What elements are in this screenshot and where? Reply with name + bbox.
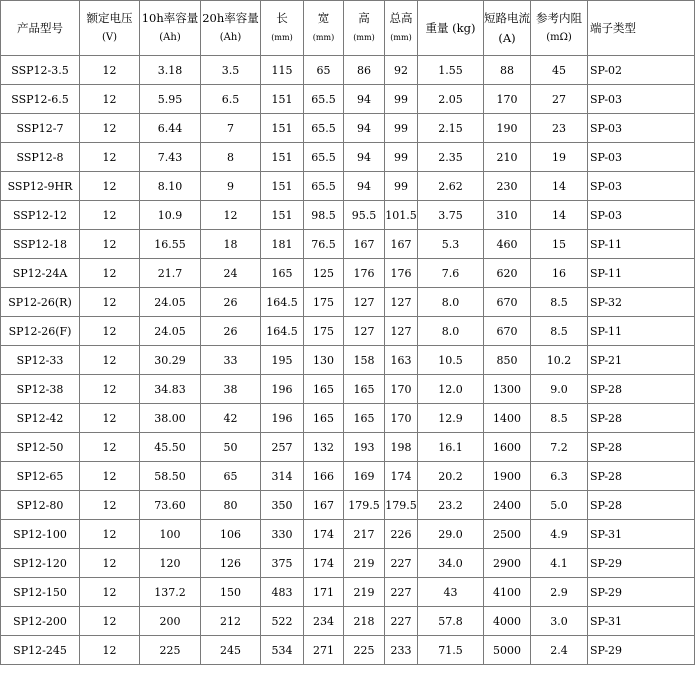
cell-cap20: 33	[201, 346, 261, 375]
table-row	[1, 520, 695, 549]
cell-height: 94	[344, 85, 385, 114]
table-row	[1, 375, 695, 404]
cell-total-height: 174	[385, 462, 418, 491]
cell-model: SP12-80	[1, 491, 80, 520]
table-row	[1, 549, 695, 578]
cell-cap10: 137.2	[140, 578, 201, 607]
cell-length: 151	[261, 85, 304, 114]
header-width: 宽 (mm)	[304, 1, 344, 56]
cell-weight: 2.35	[418, 143, 484, 172]
cell-width: 165	[304, 375, 344, 404]
cell-width: 174	[304, 549, 344, 578]
cell-model: SP12-26(F)	[1, 317, 80, 346]
cell-weight: 3.75	[418, 201, 484, 230]
cell-model: SP12-33	[1, 346, 80, 375]
cell-cap10: 225	[140, 636, 201, 665]
cell-cap20: 7	[201, 114, 261, 143]
cell-length: 164.5	[261, 288, 304, 317]
cell-length: 151	[261, 201, 304, 230]
header-length: 长 (mm)	[261, 1, 304, 56]
cell-terminal: SP-03	[588, 201, 695, 230]
cell-resistance: 2.4	[531, 636, 588, 665]
cell-cap20: 50	[201, 433, 261, 462]
cell-cap10: 38.00	[140, 404, 201, 433]
table-row	[1, 230, 695, 259]
cell-width: 166	[304, 462, 344, 491]
cell-cap20: 212	[201, 607, 261, 636]
cell-length: 164.5	[261, 317, 304, 346]
header-cap10: 10h率容量 (Ah)	[140, 1, 201, 56]
cell-cap20: 42	[201, 404, 261, 433]
cell-cap10: 30.29	[140, 346, 201, 375]
table-row	[1, 172, 695, 201]
cell-cap10: 24.05	[140, 288, 201, 317]
cell-model: SP12-245	[1, 636, 80, 665]
cell-short-current: 850	[484, 346, 531, 375]
cell-cap10: 34.83	[140, 375, 201, 404]
cell-short-current: 190	[484, 114, 531, 143]
cell-total-height: 227	[385, 607, 418, 636]
cell-model: SSP12-9HR	[1, 172, 80, 201]
cell-short-current: 310	[484, 201, 531, 230]
cell-short-current: 230	[484, 172, 531, 201]
header-terminal: 端子类型	[588, 1, 695, 56]
cell-cap20: 12	[201, 201, 261, 230]
cell-weight: 2.15	[418, 114, 484, 143]
cell-width: 271	[304, 636, 344, 665]
cell-cap10: 21.7	[140, 259, 201, 288]
cell-short-current: 1300	[484, 375, 531, 404]
cell-width: 132	[304, 433, 344, 462]
cell-model: SP12-65	[1, 462, 80, 491]
cell-weight: 16.1	[418, 433, 484, 462]
table-row	[1, 114, 695, 143]
table-row	[1, 85, 695, 114]
cell-length: 375	[261, 549, 304, 578]
cell-model: SSP12-8	[1, 143, 80, 172]
cell-total-height: 99	[385, 143, 418, 172]
cell-short-current: 2900	[484, 549, 531, 578]
cell-total-height: 170	[385, 404, 418, 433]
cell-terminal: SP-28	[588, 462, 695, 491]
cell-voltage: 12	[80, 143, 140, 172]
cell-width: 98.5	[304, 201, 344, 230]
cell-short-current: 88	[484, 56, 531, 85]
table-row	[1, 346, 695, 375]
cell-resistance: 19	[531, 143, 588, 172]
cell-short-current: 1400	[484, 404, 531, 433]
cell-length: 314	[261, 462, 304, 491]
cell-width: 65.5	[304, 172, 344, 201]
cell-height: 217	[344, 520, 385, 549]
cell-resistance: 8.5	[531, 317, 588, 346]
cell-terminal: SP-03	[588, 114, 695, 143]
cell-total-height: 127	[385, 317, 418, 346]
cell-weight: 20.2	[418, 462, 484, 491]
cell-resistance: 27	[531, 85, 588, 114]
cell-total-height: 227	[385, 578, 418, 607]
cell-terminal: SP-11	[588, 317, 695, 346]
cell-height: 193	[344, 433, 385, 462]
header-voltage: 额定电压 (V)	[80, 1, 140, 56]
header-cap20: 20h率容量 (Ah)	[201, 1, 261, 56]
cell-short-current: 2400	[484, 491, 531, 520]
cell-length: 483	[261, 578, 304, 607]
cell-cap10: 16.55	[140, 230, 201, 259]
cell-length: 522	[261, 607, 304, 636]
cell-total-height: 198	[385, 433, 418, 462]
cell-short-current: 5000	[484, 636, 531, 665]
cell-resistance: 23	[531, 114, 588, 143]
header-weight: 重量 (kg)	[418, 1, 484, 56]
cell-weight: 71.5	[418, 636, 484, 665]
cell-cap20: 6.5	[201, 85, 261, 114]
cell-total-height: 170	[385, 375, 418, 404]
cell-voltage: 12	[80, 549, 140, 578]
cell-resistance: 8.5	[531, 404, 588, 433]
cell-width: 175	[304, 317, 344, 346]
cell-voltage: 12	[80, 346, 140, 375]
cell-height: 86	[344, 56, 385, 85]
cell-voltage: 12	[80, 433, 140, 462]
cell-total-height: 233	[385, 636, 418, 665]
cell-height: 219	[344, 578, 385, 607]
cell-resistance: 10.2	[531, 346, 588, 375]
cell-height: 158	[344, 346, 385, 375]
cell-cap20: 150	[201, 578, 261, 607]
cell-cap20: 245	[201, 636, 261, 665]
cell-cap20: 65	[201, 462, 261, 491]
table-row	[1, 462, 695, 491]
cell-model: SSP12-12	[1, 201, 80, 230]
cell-length: 196	[261, 404, 304, 433]
cell-total-height: 99	[385, 85, 418, 114]
cell-weight: 2.62	[418, 172, 484, 201]
cell-cap20: 9	[201, 172, 261, 201]
cell-voltage: 12	[80, 404, 140, 433]
cell-short-current: 620	[484, 259, 531, 288]
cell-weight: 1.55	[418, 56, 484, 85]
cell-cap20: 26	[201, 317, 261, 346]
cell-width: 175	[304, 288, 344, 317]
table-row	[1, 259, 695, 288]
cell-total-height: 99	[385, 172, 418, 201]
cell-resistance: 7.2	[531, 433, 588, 462]
cell-total-height: 163	[385, 346, 418, 375]
table-row	[1, 288, 695, 317]
cell-total-height: 227	[385, 549, 418, 578]
cell-short-current: 670	[484, 288, 531, 317]
cell-voltage: 12	[80, 520, 140, 549]
cell-model: SP12-200	[1, 607, 80, 636]
cell-length: 534	[261, 636, 304, 665]
cell-weight: 57.8	[418, 607, 484, 636]
cell-cap20: 38	[201, 375, 261, 404]
cell-model: SP12-26(R)	[1, 288, 80, 317]
header-row	[1, 1, 695, 56]
cell-voltage: 12	[80, 172, 140, 201]
cell-resistance: 14	[531, 172, 588, 201]
cell-width: 65.5	[304, 114, 344, 143]
cell-terminal: SP-31	[588, 607, 695, 636]
cell-cap10: 3.18	[140, 56, 201, 85]
cell-height: 219	[344, 549, 385, 578]
cell-short-current: 4100	[484, 578, 531, 607]
cell-weight: 12.9	[418, 404, 484, 433]
cell-width: 171	[304, 578, 344, 607]
cell-length: 151	[261, 114, 304, 143]
cell-width: 65.5	[304, 143, 344, 172]
cell-terminal: SP-28	[588, 491, 695, 520]
cell-height: 165	[344, 404, 385, 433]
cell-total-height: 226	[385, 520, 418, 549]
cell-resistance: 45	[531, 56, 588, 85]
cell-cap10: 73.60	[140, 491, 201, 520]
cell-resistance: 2.9	[531, 578, 588, 607]
cell-terminal: SP-03	[588, 143, 695, 172]
cell-cap10: 120	[140, 549, 201, 578]
cell-cap20: 106	[201, 520, 261, 549]
cell-resistance: 16	[531, 259, 588, 288]
table-row	[1, 404, 695, 433]
cell-terminal: SP-31	[588, 520, 695, 549]
cell-terminal: SP-32	[588, 288, 695, 317]
cell-model: SP12-100	[1, 520, 80, 549]
cell-length: 196	[261, 375, 304, 404]
cell-weight: 29.0	[418, 520, 484, 549]
cell-width: 65.5	[304, 85, 344, 114]
cell-voltage: 12	[80, 56, 140, 85]
cell-width: 130	[304, 346, 344, 375]
cell-terminal: SP-29	[588, 549, 695, 578]
cell-width: 165	[304, 404, 344, 433]
cell-model: SP12-42	[1, 404, 80, 433]
cell-model: SP12-38	[1, 375, 80, 404]
cell-height: 127	[344, 317, 385, 346]
cell-resistance: 3.0	[531, 607, 588, 636]
cell-voltage: 12	[80, 85, 140, 114]
cell-resistance: 8.5	[531, 288, 588, 317]
cell-height: 95.5	[344, 201, 385, 230]
cell-width: 125	[304, 259, 344, 288]
cell-width: 174	[304, 520, 344, 549]
cell-length: 350	[261, 491, 304, 520]
cell-short-current: 4000	[484, 607, 531, 636]
table-row	[1, 607, 695, 636]
table-row	[1, 433, 695, 462]
table-row	[1, 491, 695, 520]
cell-weight: 8.0	[418, 288, 484, 317]
cell-width: 76.5	[304, 230, 344, 259]
cell-length: 195	[261, 346, 304, 375]
cell-terminal: SP-28	[588, 404, 695, 433]
cell-total-height: 92	[385, 56, 418, 85]
cell-weight: 8.0	[418, 317, 484, 346]
cell-cap10: 10.9	[140, 201, 201, 230]
cell-voltage: 12	[80, 230, 140, 259]
cell-cap10: 5.95	[140, 85, 201, 114]
cell-total-height: 127	[385, 288, 418, 317]
cell-cap20: 126	[201, 549, 261, 578]
cell-height: 225	[344, 636, 385, 665]
cell-weight: 23.2	[418, 491, 484, 520]
cell-terminal: SP-03	[588, 172, 695, 201]
cell-terminal: SP-28	[588, 375, 695, 404]
cell-voltage: 12	[80, 636, 140, 665]
cell-voltage: 12	[80, 462, 140, 491]
table-row	[1, 578, 695, 607]
cell-cap10: 45.50	[140, 433, 201, 462]
cell-cap10: 6.44	[140, 114, 201, 143]
cell-voltage: 12	[80, 317, 140, 346]
cell-length: 257	[261, 433, 304, 462]
cell-height: 167	[344, 230, 385, 259]
cell-total-height: 179.5	[385, 491, 418, 520]
cell-short-current: 210	[484, 143, 531, 172]
cell-voltage: 12	[80, 114, 140, 143]
cell-resistance: 14	[531, 201, 588, 230]
cell-terminal: SP-28	[588, 433, 695, 462]
cell-cap20: 26	[201, 288, 261, 317]
cell-voltage: 12	[80, 607, 140, 636]
cell-short-current: 170	[484, 85, 531, 114]
cell-width: 234	[304, 607, 344, 636]
cell-total-height: 176	[385, 259, 418, 288]
cell-height: 94	[344, 143, 385, 172]
cell-cap10: 100	[140, 520, 201, 549]
header-short-current: 短路电流(A)	[484, 1, 531, 56]
cell-voltage: 12	[80, 201, 140, 230]
cell-cap10: 8.10	[140, 172, 201, 201]
cell-voltage: 12	[80, 578, 140, 607]
cell-terminal: SP-03	[588, 85, 695, 114]
cell-cap20: 18	[201, 230, 261, 259]
cell-weight: 12.0	[418, 375, 484, 404]
cell-weight: 7.6	[418, 259, 484, 288]
cell-terminal: SP-02	[588, 56, 695, 85]
cell-weight: 34.0	[418, 549, 484, 578]
cell-height: 176	[344, 259, 385, 288]
cell-resistance: 5.0	[531, 491, 588, 520]
cell-height: 94	[344, 172, 385, 201]
header-model: 产品型号	[1, 1, 80, 56]
table-row	[1, 317, 695, 346]
cell-voltage: 12	[80, 259, 140, 288]
table-row	[1, 636, 695, 665]
cell-resistance: 6.3	[531, 462, 588, 491]
table-row	[1, 56, 695, 85]
cell-height: 218	[344, 607, 385, 636]
cell-height: 179.5	[344, 491, 385, 520]
cell-weight: 43	[418, 578, 484, 607]
cell-voltage: 12	[80, 288, 140, 317]
table-row	[1, 201, 695, 230]
cell-terminal: SP-29	[588, 578, 695, 607]
cell-weight: 2.05	[418, 85, 484, 114]
cell-terminal: SP-11	[588, 230, 695, 259]
cell-total-height: 167	[385, 230, 418, 259]
header-total-height: 总高 (mm)	[385, 1, 418, 56]
cell-short-current: 670	[484, 317, 531, 346]
cell-length: 115	[261, 56, 304, 85]
cell-terminal: SP-29	[588, 636, 695, 665]
cell-short-current: 1900	[484, 462, 531, 491]
cell-model: SP12-24A	[1, 259, 80, 288]
header-height: 高 (mm)	[344, 1, 385, 56]
cell-resistance: 4.1	[531, 549, 588, 578]
cell-cap10: 200	[140, 607, 201, 636]
cell-short-current: 460	[484, 230, 531, 259]
cell-height: 127	[344, 288, 385, 317]
cell-total-height: 99	[385, 114, 418, 143]
cell-length: 165	[261, 259, 304, 288]
cell-voltage: 12	[80, 375, 140, 404]
cell-width: 167	[304, 491, 344, 520]
cell-model: SP12-50	[1, 433, 80, 462]
cell-length: 181	[261, 230, 304, 259]
cell-model: SP12-120	[1, 549, 80, 578]
cell-cap20: 3.5	[201, 56, 261, 85]
cell-length: 330	[261, 520, 304, 549]
cell-cap20: 8	[201, 143, 261, 172]
cell-short-current: 2500	[484, 520, 531, 549]
cell-length: 151	[261, 172, 304, 201]
cell-terminal: SP-11	[588, 259, 695, 288]
cell-total-height: 101.5	[385, 201, 418, 230]
cell-cap20: 80	[201, 491, 261, 520]
cell-cap10: 7.43	[140, 143, 201, 172]
header-resistance: 参考内阻 (mΩ)	[531, 1, 588, 56]
cell-model: SP12-150	[1, 578, 80, 607]
table-row	[1, 143, 695, 172]
cell-resistance: 9.0	[531, 375, 588, 404]
cell-model: SSP12-6.5	[1, 85, 80, 114]
cell-cap20: 24	[201, 259, 261, 288]
cell-resistance: 4.9	[531, 520, 588, 549]
cell-width: 65	[304, 56, 344, 85]
cell-weight: 10.5	[418, 346, 484, 375]
cell-height: 165	[344, 375, 385, 404]
cell-model: SSP12-18	[1, 230, 80, 259]
cell-weight: 5.3	[418, 230, 484, 259]
cell-model: SSP12-7	[1, 114, 80, 143]
cell-terminal: SP-21	[588, 346, 695, 375]
cell-height: 169	[344, 462, 385, 491]
cell-cap10: 24.05	[140, 317, 201, 346]
cell-short-current: 1600	[484, 433, 531, 462]
cell-model: SSP12-3.5	[1, 56, 80, 85]
cell-cap10: 58.50	[140, 462, 201, 491]
cell-height: 94	[344, 114, 385, 143]
cell-resistance: 15	[531, 230, 588, 259]
cell-length: 151	[261, 143, 304, 172]
cell-voltage: 12	[80, 491, 140, 520]
